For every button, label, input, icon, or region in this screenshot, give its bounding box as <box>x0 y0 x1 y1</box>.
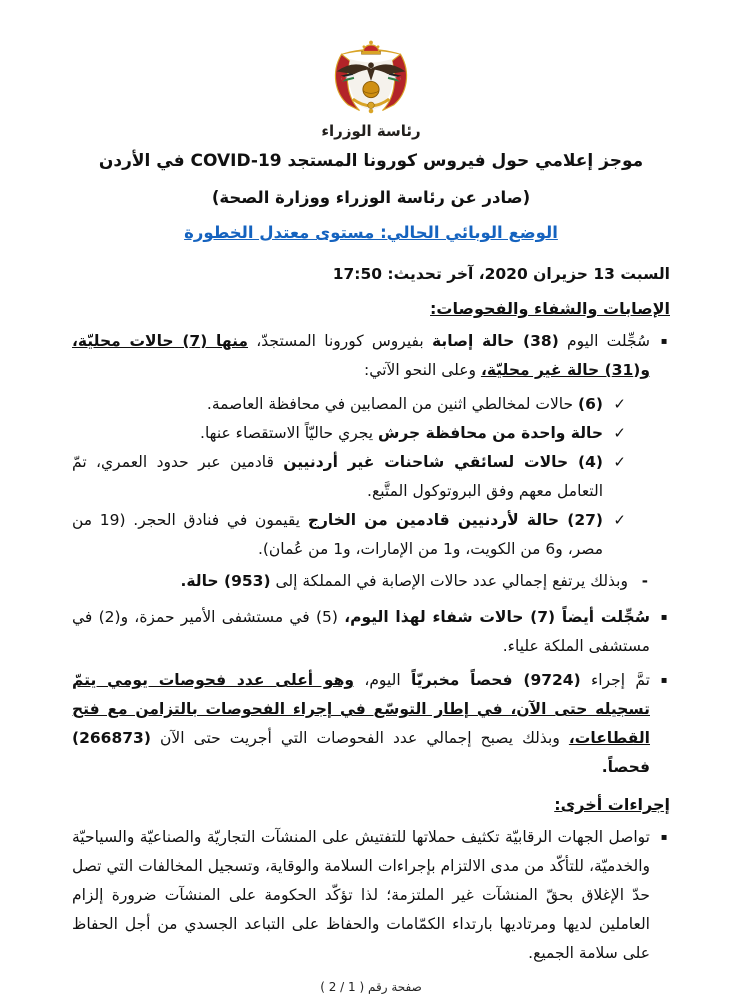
document-title: موجز إعلامي حول فيروس كورونا المستجد COVID-19 في الأردن <box>98 151 644 171</box>
text-segment: (27) حالة لأردنيين قادمين من الخارج <box>307 511 603 529</box>
text-segment: وبذلك يصبح إجمالي عدد الفحوصات التي أجريت حتى الآن <box>150 729 569 747</box>
check-item-truck-drivers <box>72 448 626 506</box>
check-item-text <box>72 390 603 419</box>
check-item-contacts <box>72 390 626 419</box>
text-segment: وهو أعلى عدد فحوصات يومي يتمّ تسجيله حتى الآن، في إطار التوسّع في إجراء الفحوصات بالتزامن مع فتح القطاعات، <box>72 671 650 747</box>
text-segment: اليوم، <box>354 671 411 689</box>
square-bullet-icon: ▪ <box>660 612 668 623</box>
text-segment: (38) حالة إصابة <box>431 332 559 350</box>
text-segment: حالة واحدة من محافظة جرش <box>378 424 603 442</box>
check-icon: ✓ <box>613 395 626 413</box>
total-cases-note <box>72 567 670 596</box>
square-bullet-icon: ▪ <box>660 832 668 843</box>
section-heading-cases: الإصابات والشفاء والفحوصات: <box>430 299 670 318</box>
check-item-text <box>72 419 603 448</box>
new-cases-text <box>72 327 650 385</box>
case-breakdown-list <box>72 390 670 564</box>
text-segment: (266873) فحصاً. <box>72 729 650 776</box>
square-bullet-icon: ▪ <box>660 675 668 686</box>
lab-tests-text <box>72 666 650 782</box>
text-segment: (6) <box>578 395 603 413</box>
recoveries-text <box>72 603 650 661</box>
check-icon: ✓ <box>613 511 626 529</box>
bullet-recoveries <box>72 603 670 661</box>
text-segment: وبذلك يرتفع إجمالي عدد حالات الإصابة في المملكة إلى <box>270 572 628 590</box>
text-segment: حالات لمخالطي اثنين من المصابين في محافظة العاصمة. <box>206 395 579 413</box>
section-heading-other: إجراءات أخرى: <box>554 795 670 814</box>
bullet-inspection <box>72 823 670 968</box>
text-segment: تواصل الجهات الرقابيّة تكثيف حملاتها للتفتيش على المنشآت التجاريّة والصناعيّة والسياحيّة والخدميّة، للتأكّد من مدى الالتزام بإجراءات السلامة والوقاية، وتسجيل المخالفات التي تصل حدّ الإغلاق بحقّ المنشآت غير الملتزمة؛ لذا تؤكّد الحكومة على المنشآت ضرورة إلزام العاملين لديها ومرتاديها بارتداء الكمّامات والحفاظ على التباعد الجسدي من أجل الحفاظ على سلامة الجميع. <box>72 828 650 962</box>
text-segment: قادمين عبر حدود العمري، تمّ التعامل معهم وفق البروتوكول المتَّبع. <box>72 453 603 500</box>
date-line: السبت 13 حزيران 2020، آخر تحديث: 17:50 <box>332 265 670 283</box>
dash-icon: - <box>641 572 648 590</box>
jordan-coat-of-arms-icon <box>323 40 419 120</box>
text-segment: تمَّ إجراء <box>580 671 650 689</box>
check-item-text <box>72 506 603 564</box>
logo-block <box>72 40 670 140</box>
text-segment: يجري حاليّاً الاستقصاء عنها. <box>200 424 378 442</box>
text-segment: يقيمون في فنادق الحجر. (19 من مصر، و6 من الكويت، و1 من الإمارات، و1 من عُمان). <box>72 511 603 558</box>
check-item-returnees <box>72 506 626 564</box>
text-segment: سُجِّلت اليوم <box>558 332 650 350</box>
page-number: صفحة رقم ( 1 / 2 ) <box>320 980 422 994</box>
check-icon: ✓ <box>613 424 626 442</box>
text-segment: سُجِّلت أيضاً (7) حالات شفاء لهذا اليوم، <box>344 608 650 626</box>
square-bullet-icon: ▪ <box>660 336 668 347</box>
text-segment: (5) في مستشفى الأمير حمزة، و(2) في مستشفى الملكة علياء. <box>72 608 650 655</box>
bullet-lab-tests <box>72 666 670 782</box>
logo-calligraphy-text: رئاسة الوزراء <box>321 122 421 140</box>
inspection-text <box>72 823 650 968</box>
check-icon: ✓ <box>613 453 626 471</box>
check-item-text <box>72 448 603 506</box>
text-segment: منها (7) حالات محليّة، و(31) حالة غير محليّة، <box>72 332 650 379</box>
total-cases-text <box>72 567 628 596</box>
text-segment: (9724) فحصاً مخبريّاً <box>410 671 581 689</box>
text-segment: وعلى النحو الآتي: <box>364 361 481 379</box>
text-segment: (4) حالات لسائقي شاحنات غير أردنيين <box>283 453 603 471</box>
text-segment: (953) حالة. <box>180 572 271 590</box>
text-segment: بفيروس كورونا المستجدّ، <box>248 332 432 350</box>
document-subtitle: (صادر عن رئاسة الوزراء ووزارة الصحة) <box>211 188 531 207</box>
epidemic-status-heading: الوضع الوبائي الحالي: مستوى معتدل الخطورة <box>184 223 558 242</box>
bullet-new-cases <box>72 327 670 385</box>
check-item-jerash <box>72 419 626 448</box>
